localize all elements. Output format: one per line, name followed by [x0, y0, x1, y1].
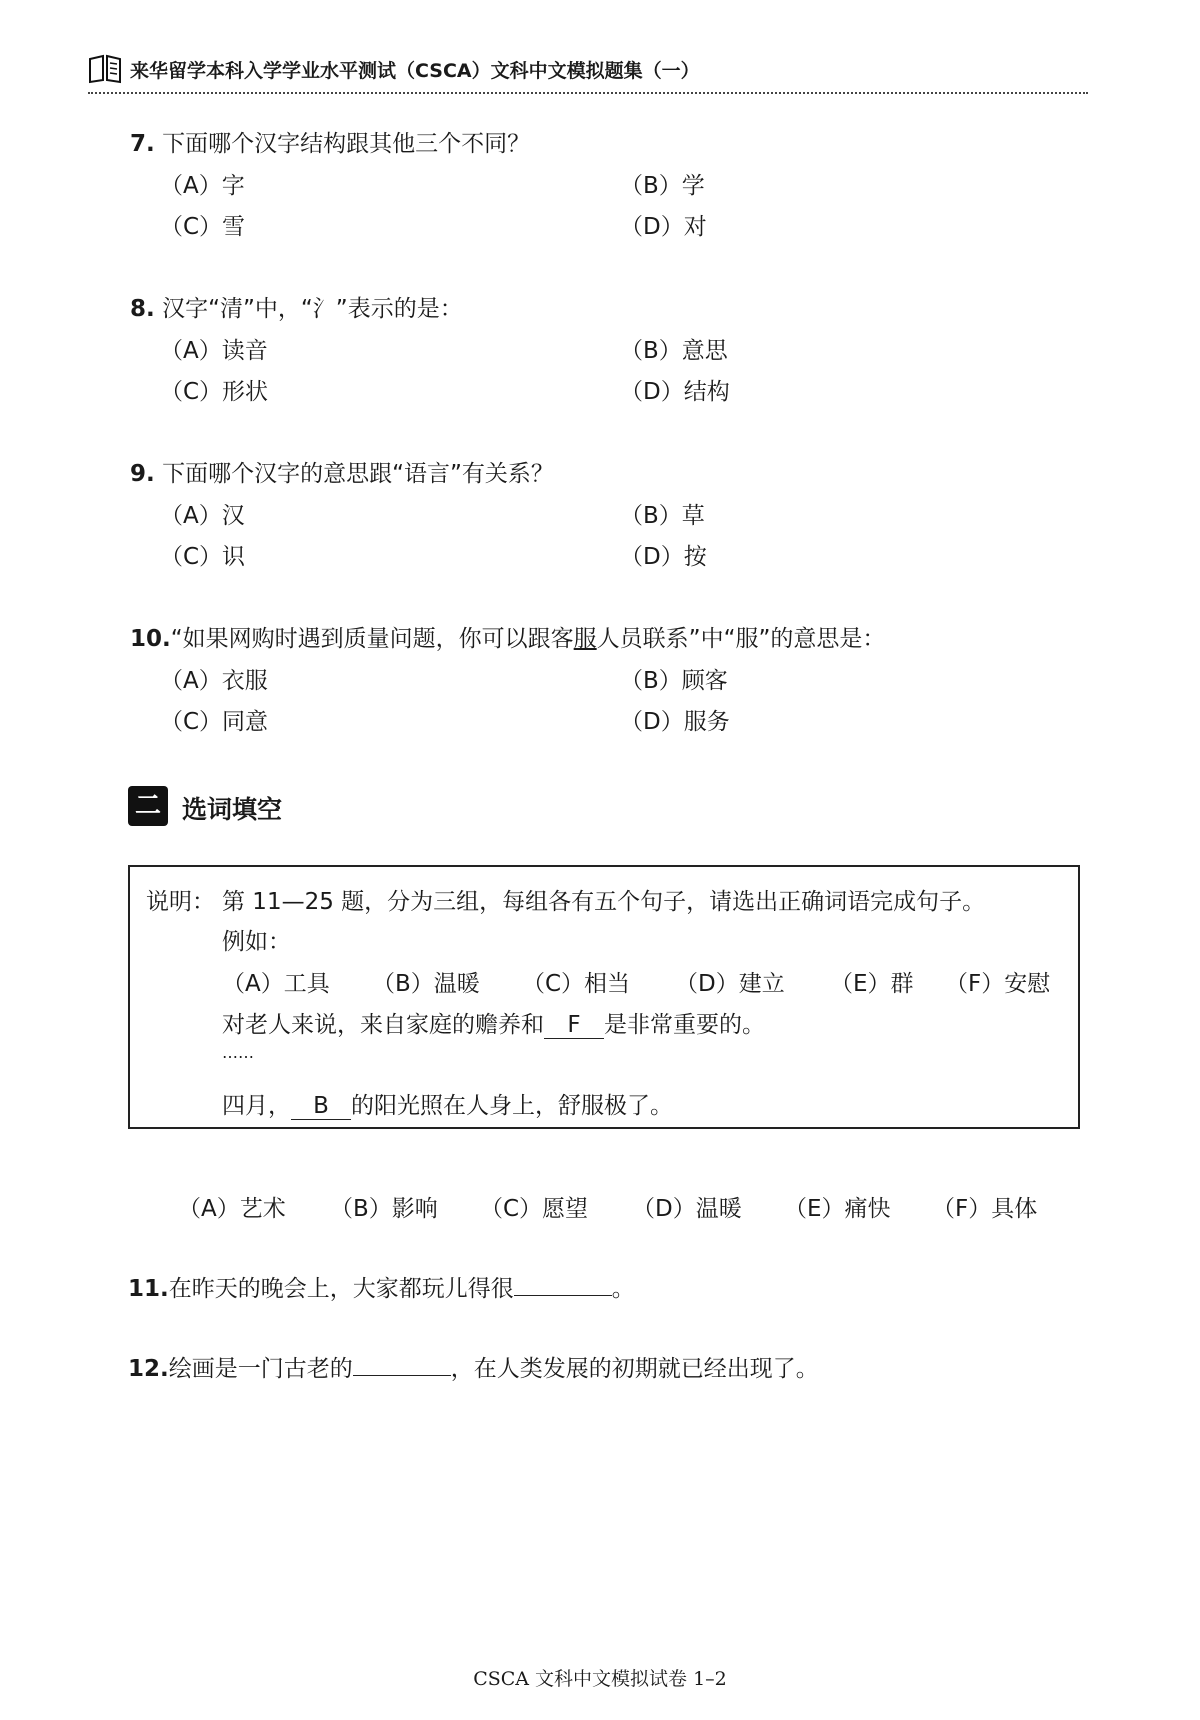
- option-d[interactable]: （D）结构: [620, 379, 730, 405]
- option-c[interactable]: （C）同意: [160, 709, 269, 735]
- option-b[interactable]: （B）学: [620, 173, 705, 199]
- example-option: （C）相当: [522, 971, 631, 997]
- example-label: 例如：: [222, 929, 291, 955]
- question-number: 8.: [130, 296, 155, 322]
- example-option: （F）安慰: [945, 971, 1051, 997]
- example-text: 对老人来说，来自家庭的赡养和: [222, 1012, 544, 1038]
- section-title: 选词填空: [182, 795, 283, 824]
- open-book-icon: [88, 54, 122, 84]
- example-option: （A）工具: [222, 971, 330, 997]
- option-c[interactable]: （C）形状: [160, 379, 269, 405]
- question-number: 10.: [130, 626, 171, 652]
- header-divider: [88, 92, 1088, 94]
- option-b[interactable]: （B）顾客: [620, 668, 728, 694]
- question-12: [128, 1350, 819, 1383]
- option-a[interactable]: （A）衣服: [160, 668, 268, 694]
- question-text: “如果网购时遇到质量问题，你可以跟客: [170, 626, 574, 652]
- option-a[interactable]: （A）读音: [160, 338, 268, 364]
- question-text-continued: 人员联系”中“服”的意思是：: [596, 626, 886, 652]
- question-number: 12.: [128, 1356, 169, 1382]
- instructions-text: 第 11—25 题，分为三组，每组各有五个句子，请选出正确词语完成句子。: [222, 889, 986, 915]
- instructions-box: [128, 865, 1080, 1129]
- example-sentence-2: [222, 1087, 673, 1120]
- question-number: 7.: [130, 131, 155, 157]
- ellipsis: ……: [222, 1043, 254, 1062]
- header-title: 来华留学本科入学学业水平测试（CSCA）文科中文模拟题集（一）: [130, 60, 700, 82]
- question-number: 11.: [128, 1276, 169, 1302]
- example-option: （E）群: [830, 971, 914, 997]
- answer-blank[interactable]: [514, 1273, 612, 1296]
- option-b[interactable]: （B）意思: [620, 338, 728, 364]
- question-text: 下面哪个汉字结构跟其他三个不同？: [162, 131, 531, 157]
- instructions-label: 说明：: [146, 889, 215, 915]
- example-text: 的阳光照在人身上，舒服极了。: [351, 1093, 673, 1119]
- option-d[interactable]: （D）服务: [620, 709, 730, 735]
- question-text-end: ，在人类发展的初期就已经出现了。: [450, 1356, 819, 1382]
- example-answer-blank: F: [544, 1013, 604, 1039]
- question-text-end: 。: [611, 1276, 635, 1302]
- word-bank-option: （D）温暖: [632, 1196, 742, 1222]
- underlined-character: 服: [573, 626, 597, 652]
- question-number: 9.: [130, 461, 155, 487]
- option-a[interactable]: （A）字: [160, 173, 245, 199]
- question-10: [130, 620, 885, 653]
- answer-blank[interactable]: [353, 1353, 451, 1376]
- word-bank-option: （C）愿望: [480, 1196, 589, 1222]
- word-bank-option: （B）影响: [330, 1196, 438, 1222]
- option-a[interactable]: （A）汉: [160, 503, 245, 529]
- question-text: 绘画是一门古老的: [168, 1356, 353, 1382]
- option-d[interactable]: （D）对: [620, 214, 707, 240]
- question-11: [128, 1270, 635, 1303]
- option-b[interactable]: （B）草: [620, 503, 705, 529]
- example-sentence-1: [222, 1006, 765, 1039]
- question-text: 在昨天的晚会上，大家都玩儿得很: [168, 1276, 514, 1302]
- option-c[interactable]: （C）识: [160, 544, 246, 570]
- question-text: 下面哪个汉字的意思跟“语言”有关系？: [162, 461, 554, 487]
- example-text: 四月，: [222, 1093, 291, 1119]
- section-number-badge: 二: [128, 786, 168, 826]
- page-footer: CSCA 文科中文模拟试卷 1–2: [473, 1668, 727, 1690]
- example-option: （B）温暖: [372, 971, 480, 997]
- word-bank-option: （E）痛快: [784, 1196, 891, 1222]
- word-bank-option: （F）具体: [932, 1196, 1038, 1222]
- example-answer-blank: B: [291, 1094, 351, 1120]
- question-9: [130, 455, 554, 488]
- example-text: 是非常重要的。: [604, 1012, 765, 1038]
- word-bank-option: （A）艺术: [178, 1196, 286, 1222]
- question-8: [130, 290, 463, 323]
- question-text: 汉字“清”中，“氵”表示的是：: [162, 296, 463, 322]
- example-option: （D）建立: [675, 971, 785, 997]
- option-c[interactable]: （C）雪: [160, 214, 246, 240]
- question-7: [130, 125, 530, 158]
- page-header: [88, 50, 1088, 94]
- option-d[interactable]: （D）按: [620, 544, 707, 570]
